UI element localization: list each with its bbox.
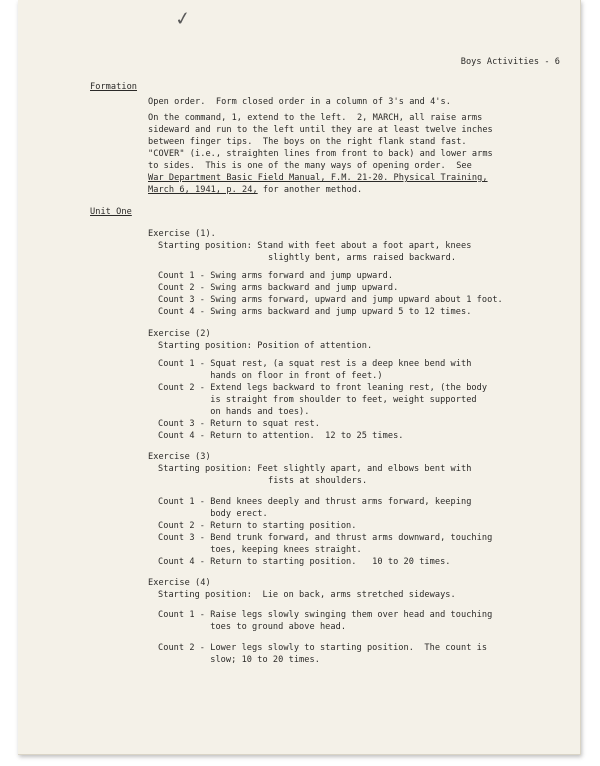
exercise-1-count: Count 4 - Swing arms backward and jump upward 5 to 12 times.	[158, 307, 472, 317]
exercise-2-count: on hands and toes).	[158, 407, 310, 417]
exercise-4-count: toes to ground above head.	[158, 622, 347, 632]
exercise-1-count: Count 1 - Swing arms forward and jump upward.	[158, 271, 394, 281]
manual-reference-date: March 6, 1941, p. 24,	[148, 185, 258, 195]
exercise-3-count: Count 4 - Return to starting position. 10 to 20 times.	[158, 557, 451, 567]
exercise-2-count: hands on floor in front of feet.)	[158, 371, 383, 381]
exercise-4-count: Count 1 - Raise legs slowly swinging them over head and touching	[158, 610, 493, 620]
exercise-1-start: slightly bent, arms raised backward.	[268, 253, 457, 263]
exercise-3-count: toes, keeping knees straight.	[158, 545, 362, 555]
formation-line	[148, 185, 362, 196]
exercise-1-title: Exercise (1).	[148, 229, 216, 239]
exercise-3-count: Count 2 - Return to starting position.	[158, 521, 357, 531]
exercise-3-count: Count 1 - Bend knees deeply and thrust arms forward, keeping	[158, 497, 472, 507]
exercise-3-count: Count 3 - Bend trunk forward, and thrust arms downward, touching	[158, 533, 493, 543]
exercise-2-count: Count 4 - Return to attention. 12 to 25 times.	[158, 431, 404, 441]
manual-reference: War Department Basic Field Manual, F.M. 21-20. Physical Training,	[148, 173, 488, 183]
formation-line: On the command, 1, extend to the left. 2, MARCH, all raise arms	[148, 113, 483, 123]
exercise-3-start: Starting position: Feet slightly apart, and elbows bent with	[158, 464, 472, 474]
exercise-2-start: Starting position: Position of attention.	[158, 341, 373, 351]
document-page	[18, 0, 581, 755]
exercise-1-start: Starting position: Stand with feet about a foot apart, knees	[158, 241, 472, 251]
exercise-4-count: Count 2 - Lower legs slowly to starting position. The count is	[158, 643, 488, 653]
formation-line: to sides. This is one of the many ways of opening order. See	[148, 161, 472, 171]
exercise-4-title: Exercise (4)	[148, 578, 211, 588]
formation-line: Open order. Form closed order in a column of 3's and 4's.	[148, 97, 451, 107]
exercise-2-count: Count 3 - Return to squat rest.	[158, 419, 320, 429]
exercise-1-count: Count 3 - Swing arms forward, upward and jump upward about 1 foot.	[158, 295, 503, 305]
exercise-3-title: Exercise (3)	[148, 452, 211, 462]
manual-reference-rest: for another method.	[257, 185, 363, 195]
exercise-4-start: Starting position: Lie on back, arms stretched sideways.	[158, 590, 456, 600]
exercise-2-title: Exercise (2)	[148, 329, 211, 339]
exercise-3-start: fists at shoulders.	[268, 476, 368, 486]
formation-line: between finger tips. The boys on the right flank stand fast.	[148, 137, 467, 147]
exercise-2-count: is straight from shoulder to feet, weight supported	[158, 395, 477, 405]
formation-line: "COVER" (i.e., straighten lines from front to back) and lower arms	[148, 149, 493, 159]
exercise-3-count: body erect.	[158, 509, 268, 519]
exercise-1-count: Count 2 - Swing arms backward and jump upward.	[158, 283, 399, 293]
formation-heading: Formation	[90, 82, 138, 92]
exercise-4-count: slow; 10 to 20 times.	[158, 655, 320, 665]
check-mark: ✓	[173, 6, 193, 32]
exercise-2-count: Count 1 - Squat rest, (a squat rest is a deep knee bend with	[158, 359, 472, 369]
unit-one-heading: Unit One	[90, 207, 132, 217]
exercise-2-count: Count 2 - Extend legs backward to front leaning rest, (the body	[158, 383, 488, 393]
page-header: Boys Activities - 6	[460, 57, 560, 67]
formation-line: sideward and run to the left until they are at least twelve inches	[148, 125, 493, 135]
